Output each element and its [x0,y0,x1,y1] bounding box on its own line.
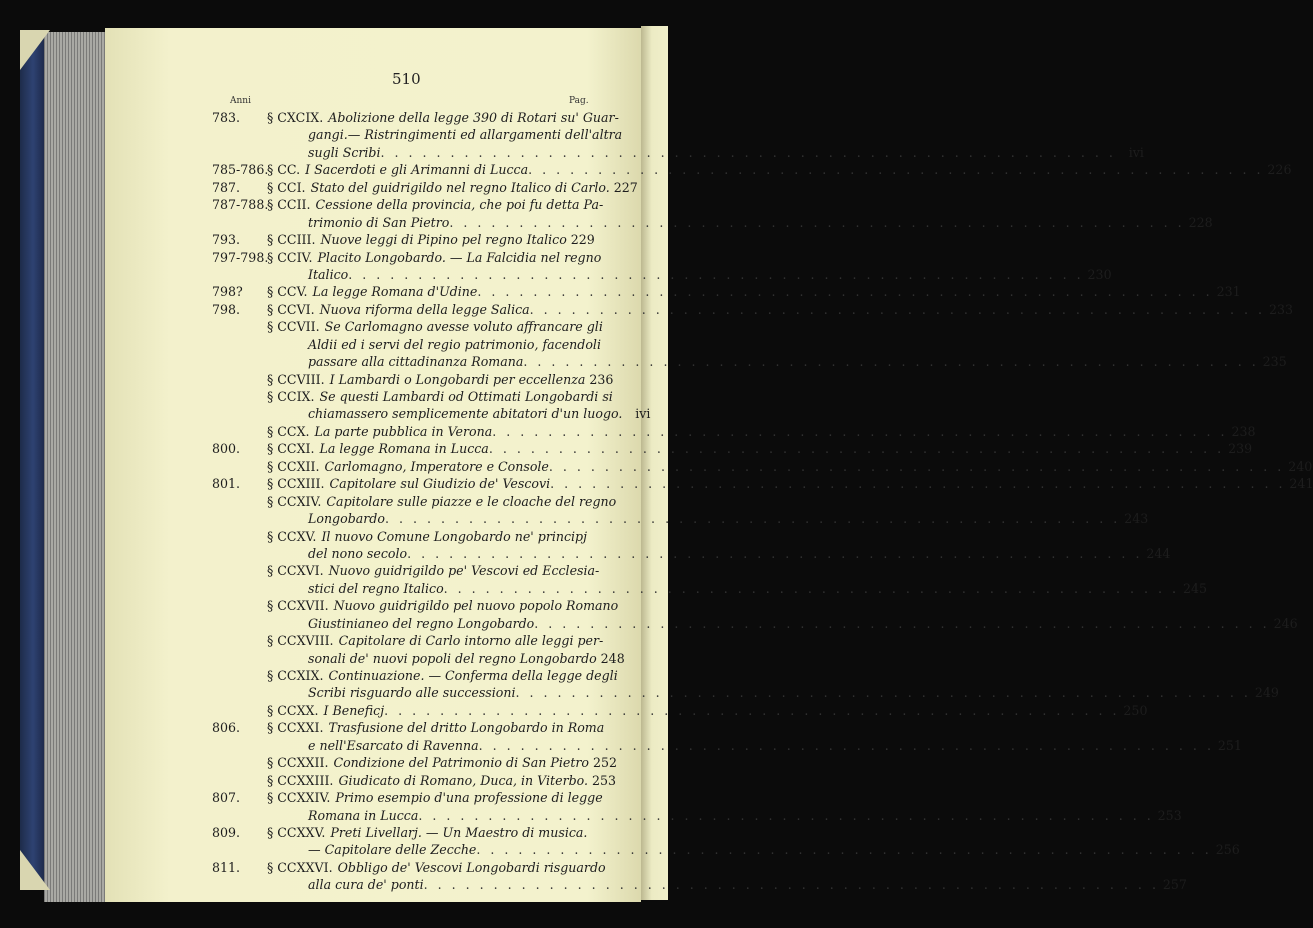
entry-section: § CCVIII. [267,371,325,387]
entry-title: I Lambardi o Longobardi per eccellenza [329,371,586,387]
dot-leader [479,737,1214,754]
entry-year [212,667,267,684]
entry-title: Longobardo [308,511,385,527]
years-column-header: Anni [230,96,251,106]
entry-year: 787. [212,179,241,195]
entry-page: ivi [1128,144,1144,160]
toc-entry-line [212,423,1256,440]
entry-section: § CCXX. [267,702,319,718]
entry-title: La parte pubblica in Verona [314,423,493,439]
entry-page: 240 [1288,458,1313,474]
toc-entry-line [212,249,602,266]
entry-year: 798. [212,301,241,317]
entry-page: 244 [1146,545,1171,561]
toc-entry-line [212,475,1313,492]
entry-year: 807. [212,790,241,806]
toc-entry-line [212,161,1292,178]
entry-title: passare alla cittadinanza Romana [308,354,524,370]
entry-section: § CCV. [267,284,308,300]
entry-section: § CCXXI. [267,720,324,736]
dot-leader [444,580,1179,597]
entry-section: § CCIII. [267,232,316,248]
entry-title: La legge Romana in Lucca [319,441,489,457]
entry-title: Condizione del Patrimonio di San Pietro [333,755,589,771]
entry-title: Nuove leggi di Pipino pel regno Italico [320,232,567,248]
entry-year: 800. [212,441,241,457]
entry-page: 253 [591,772,617,788]
entry-page: 227 [613,179,638,195]
entry-section: § CCXI. [267,441,315,457]
toc-entry-line [212,266,1112,283]
entry-title: Giudicato di Romano, Duca, in Viterbo. [338,772,589,788]
entry-year [212,632,267,649]
entry-title: Primo esempio d'una professione di legge [335,790,603,806]
entry-section: § CCXV. [267,528,317,544]
entry-title: Se questi Lambardi od Ottimati Longobardi si [319,389,613,404]
entry-page: 236 [589,371,614,387]
entry-title: Romana in Lucca [308,807,419,823]
entry-page: 256 [1215,842,1240,858]
toc-entry-line [212,196,604,213]
entry-page: 246 [1273,615,1298,631]
entry-title: Scribi risguardo alle successioni [308,685,516,701]
page-number: 510 [392,70,421,88]
entry-title: sugli Scribi [308,144,381,160]
toc-entry-line [212,702,1148,719]
entry-year [212,423,267,440]
toc-entry-line [212,807,1182,824]
toc-entry-line [212,283,1241,300]
entry-year [212,772,267,789]
entry-year: 801. [212,476,241,492]
entry-section: § CXCIX. [267,110,324,125]
entry-page: 228 [1188,214,1213,230]
dot-leader [516,684,1251,701]
entry-year: 798? [212,284,243,300]
entry-page: 249 [1254,685,1279,701]
entry-title: Preti Livellarj. — Un Maestro di musica. [330,824,588,840]
toc-entry-line [212,859,606,876]
toc-entry-line [212,126,623,143]
dot-leader [449,214,1184,231]
dot-leader [348,266,1083,283]
entry-year [212,597,267,614]
entry-section: § CCXIV. [267,493,322,509]
entry-page: 233 [1268,301,1293,317]
dot-leader [407,545,1142,562]
toc-entry-line [212,667,618,684]
entry-year [212,318,267,335]
entry-year: 809. [212,824,241,840]
entry-year [212,562,267,579]
dot-leader [528,161,1263,178]
toc-entry-line [212,824,592,841]
entry-year [212,458,267,475]
toc-entry-line [212,371,614,388]
entry-page: 252 [592,755,617,771]
entry-title: Stato del guidrigildo nel regno Italico di Carlo. [310,179,610,195]
entry-title: del nono secolo [308,545,408,561]
entry-page: 243 [1124,511,1149,527]
entry-section: § CC. [267,162,301,178]
toc-entry-line [212,580,1207,597]
entry-page: 257 [1162,877,1187,893]
entry-title: chiamassero semplicemente abitatori d'un luogo. [308,406,623,422]
dot-leader [418,807,1153,824]
entry-page: 239 [1228,441,1253,457]
dot-leader [534,615,1269,632]
entry-title: Trasfusione del dritto Longobardo in Roma [328,720,605,736]
dot-leader [549,458,1284,475]
entry-page: 250 [1123,702,1148,718]
toc-entry-line [212,231,595,248]
entry-title: Cessione della provincia, che poi fu detta Pa- [315,197,604,213]
dot-leader [492,423,1227,440]
entry-title: — Capitolare delle Zecche [308,842,477,858]
toc-entry-line [212,318,603,335]
toc-entry-line [212,632,604,649]
toc-entry-line [212,353,1287,370]
entry-title: Placito Longobardo. — La Falcidia nel regno [317,249,602,265]
entry-section: § CCXXII. [267,755,329,771]
table-of-contents [212,109,1313,894]
dot-leader [384,702,1119,719]
entry-page: 253 [1157,807,1182,823]
entry-year [212,388,267,405]
entry-title: Italico [308,266,349,282]
dot-leader [530,301,1265,318]
toc-entry-line [212,109,619,126]
toc-entry-line [212,336,601,353]
entry-title: Abolizione della legge 390 di Rotari su' Guar- [328,110,619,125]
entry-title: Il nuovo Comune Longobardo ne' principj [321,528,588,544]
toc-entry-line [212,597,619,614]
toc-entry-line [212,528,592,545]
entry-page: 245 [1182,580,1207,596]
toc-entry-line [212,789,603,806]
entry-section: § CCI. [267,179,306,195]
entry-title: I Beneficj [323,702,385,718]
entry-title: Giustinianeo del regno Longobardo [308,615,535,631]
toc-entry-line [212,458,1313,475]
toc-entry-line [212,301,1293,318]
entry-title: e nell'Esarcato di Ravenna [308,737,479,753]
entry-title: Obbligo de' Vescovi Longobardi risguardo [337,859,606,875]
entry-section: § CCX. [267,423,310,439]
dot-leader [550,475,1285,492]
dot-leader [424,876,1159,893]
entry-title: Capitolare sulle piazze e le cloache del regno [326,493,617,509]
entry-section: § CCXVII. [267,598,329,614]
entry-section: § CCIV. [267,249,313,265]
entry-page: 229 [570,232,595,248]
entry-page: 251 [1217,737,1242,753]
toc-entry-line [212,388,613,405]
entry-page: 241 [1289,476,1313,492]
toc-entry-line [212,650,625,667]
entry-year: 787-788. [212,197,269,213]
toc-entry-line [212,562,600,579]
entry-page: 231 [1216,284,1241,300]
entry-year: 785-786. [212,162,269,178]
entry-page: 235 [1262,354,1287,370]
entry-section: § CCIX. [267,389,315,404]
toc-entry-line [212,876,1187,893]
entry-section: § CCXXIV. [267,790,331,806]
entry-year: 806. [212,720,241,736]
toc-entry-line [212,440,1253,457]
dot-leader [381,144,1116,161]
toc-entry-line [212,510,1149,527]
dot-leader [477,283,1212,300]
entry-title: Se Carlomagno avesse voluto affrancare gli [324,319,603,335]
entry-title: Continuazione. — Conferma della legge degli [328,668,618,683]
toc-entry-line [212,493,617,510]
entry-section: § CCVII. [267,319,320,335]
entry-title: gangi.— Ristringimenti ed allargamenti dell'altra [308,127,623,143]
toc-entry-line [212,144,1144,161]
entry-page: 248 [600,650,625,666]
entry-year: 797-798. [212,249,269,265]
entry-section: § CCXVIII. [267,633,334,649]
toc-entry-line [212,772,617,789]
entry-section: § CCXIII. [267,476,325,492]
entry-page: 238 [1231,423,1256,439]
entry-section: § CCXXV. [267,824,326,840]
entry-year: 793. [212,232,241,248]
entry-page: 230 [1087,266,1112,282]
entry-title: I Sacerdoti e gli Arimanni di Lucca [305,162,529,178]
toc-entry-line [212,615,1298,632]
entry-title: Nuovo guidrigildo pe' Vescovi ed Ecclesia- [328,563,600,579]
entry-section: § CCII. [267,197,311,213]
dot-leader [523,353,1258,370]
toc-entry-line [212,754,617,771]
dot-leader [489,440,1224,457]
entry-year: 811. [212,859,241,875]
entry-year [212,493,267,510]
entry-title: alla cura de' ponti [308,877,424,893]
entry-year [212,702,267,719]
toc-entry-line [212,179,638,196]
entry-title: Carlomagno, Imperatore e Console [324,458,549,474]
toc-entry-line [212,405,651,422]
entry-page: ivi [635,406,651,422]
entry-year [212,371,267,388]
entry-year [212,754,267,771]
entry-title: Aldii ed i servi del regio patrimonio, facendoli [308,336,601,352]
entry-page: 226 [1267,162,1292,178]
dot-leader [385,510,1120,527]
entry-title: Nuova riforma della legge Salica [319,301,530,317]
entry-section: § CCXIX. [267,668,324,683]
dot-leader [476,841,1211,858]
toc-entry-line [212,684,1279,701]
entry-title: Nuovo guidrigildo pel nuovo popolo Romano [333,598,619,614]
toc-entry-line [212,545,1171,562]
entry-section: § CCXVI. [267,563,324,579]
toc-entry-line [212,719,605,736]
entry-title: trimonio di San Pietro [308,214,450,230]
entry-title: sonali de' nuovi popoli del regno Longobardo [308,650,597,666]
entry-title: Capitolare sul Giudizio de' Vescovi [329,476,551,492]
entry-section: § CCXXIII. [267,772,334,788]
entry-section: § CCXXVI. [267,859,333,875]
entry-title: stici del regno Italico [308,580,444,596]
entry-section: § CCXII. [267,458,320,474]
toc-entry-line [212,737,1242,754]
entry-year [212,528,267,545]
entry-title: La legge Romana d'Udine [312,284,478,300]
toc-entry-line [212,841,1240,858]
book-spine [20,30,46,890]
entry-year: 783. [212,110,241,125]
entry-title: Capitolare di Carlo intorno alle leggi per- [338,633,604,649]
entry-section: § CCVI. [267,301,315,317]
page-edges [44,32,106,902]
pages-column-header: Pag. [569,96,589,106]
toc-entry-line [212,214,1213,231]
